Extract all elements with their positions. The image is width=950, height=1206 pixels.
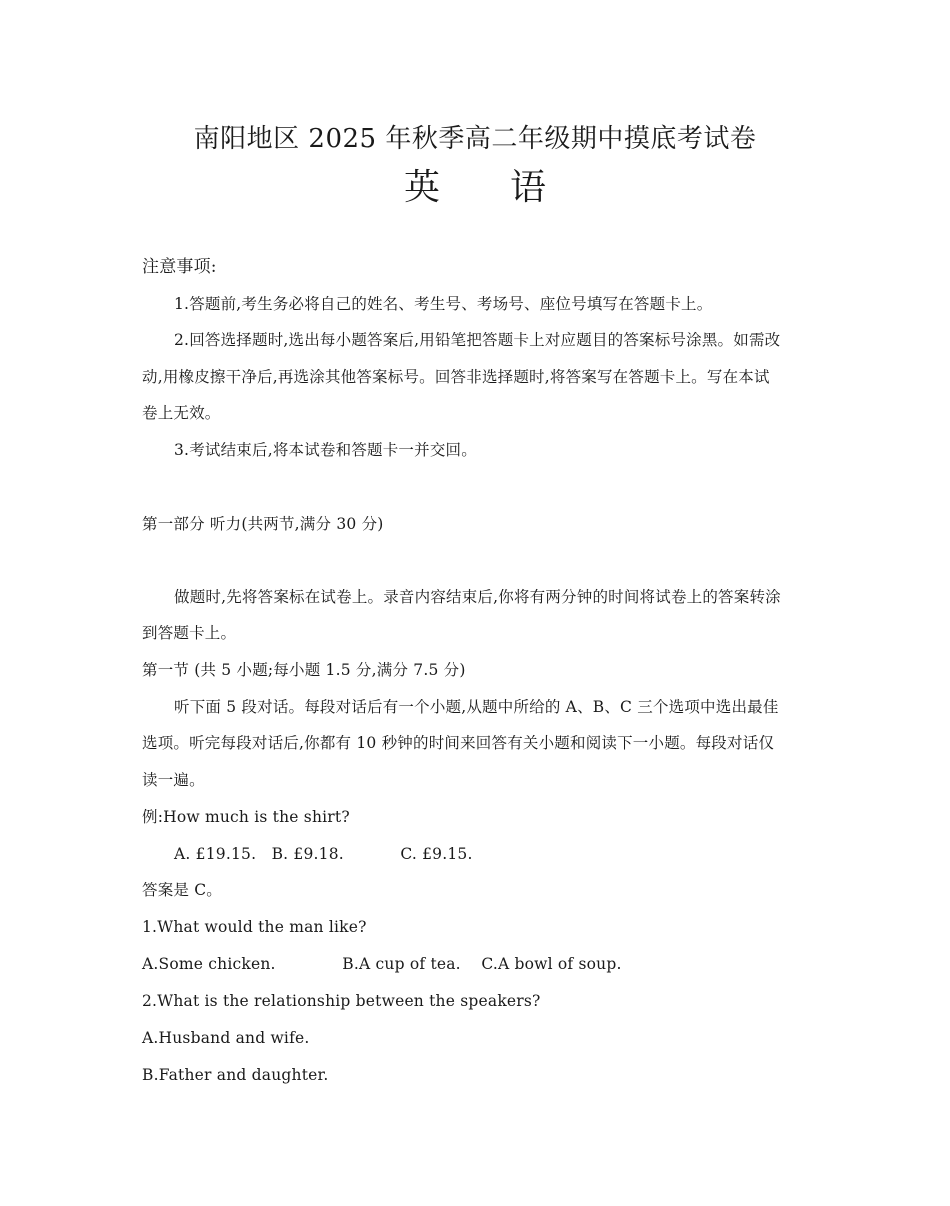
example-answer: 答案是 C。 bbox=[142, 881, 222, 899]
exam-title: 南阳地区 2025 年秋季高二年级期中摸底考试卷 bbox=[193, 124, 757, 154]
subject-title bbox=[0, 166, 950, 210]
section1-instruction-line-2: 选项。听完每段对话后,你都有 10 秒钟的时间来回答有关小题和阅读下一小题。每段对话仅 bbox=[142, 734, 775, 752]
part1-intro-line-2: 到答题卡上。 bbox=[142, 624, 237, 642]
subject-char-2: 语 bbox=[510, 167, 547, 208]
notice-item-2-line-1: 2.回答选择题时,选出每小题答案后,用铅笔把答题卡上对应题目的答案标号涂黑。如需改 bbox=[174, 331, 781, 349]
example-options: A. £19.15. B. £9.18. C. £9.15. bbox=[174, 845, 473, 863]
part1-heading: 第一部分 听力(共两节,满分 30 分) bbox=[142, 515, 384, 533]
example-question: 例:How much is the shirt? bbox=[142, 808, 350, 826]
notice-item-2-line-3: 卷上无效。 bbox=[142, 404, 221, 422]
question-2-option-b: B.Father and daughter. bbox=[142, 1066, 329, 1084]
part1-intro-line-1: 做题时,先将答案标在试卷上。录音内容结束后,你将有两分钟的时间将试卷上的答案转涂 bbox=[174, 588, 781, 606]
section1-instruction-line-3: 读一遍。 bbox=[142, 771, 205, 789]
section1-heading: 第一节 (共 5 小题;每小题 1.5 分,满分 7.5 分) bbox=[142, 661, 466, 679]
notice-heading: 注意事项: bbox=[142, 257, 217, 277]
notice-item-3: 3.考试结束后,将本试卷和答题卡一并交回。 bbox=[174, 441, 477, 459]
section1-instruction-line-1: 听下面 5 段对话。每段对话后有一个小题,从题中所给的 A、B、C 三个选项中选出最佳 bbox=[174, 698, 779, 716]
question-1: 1.What would the man like? bbox=[142, 918, 367, 936]
question-2: 2.What is the relationship between the speakers? bbox=[142, 992, 541, 1010]
question-2-option-a: A.Husband and wife. bbox=[142, 1029, 310, 1047]
question-1-options: A.Some chicken. B.A cup of tea. C.A bowl of soup. bbox=[142, 955, 622, 973]
subject-char-1: 英 bbox=[403, 167, 440, 208]
notice-item-1: 1.答题前,考生务必将自己的姓名、考生号、考场号、座位号填写在答题卡上。 bbox=[174, 295, 713, 313]
notice-item-2-line-2: 动,用橡皮擦干净后,再选涂其他答案标号。回答非选择题时,将答案写在答题卡上。写在本试 bbox=[142, 368, 770, 386]
